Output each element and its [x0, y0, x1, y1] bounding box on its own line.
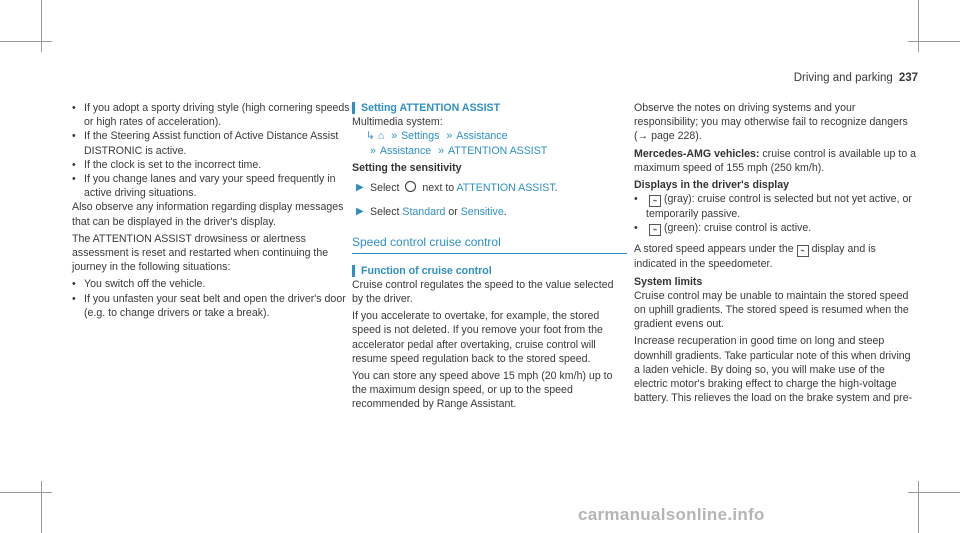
step-text: Select [370, 206, 400, 219]
crop-mark [41, 481, 42, 533]
subsection-heading: System limits [634, 275, 703, 288]
crop-mark [918, 481, 919, 533]
crop-mark [0, 492, 52, 493]
path-assistance: Assistance [379, 144, 432, 157]
crop-mark [918, 0, 919, 52]
step-arrow-icon: ▶ [356, 182, 364, 194]
list-text: (gray): cruise control is selected but not yet active, or temporarily passive. [646, 193, 912, 221]
double-chevron-icon: » [446, 130, 453, 143]
section-heading: Speed control cruise control [352, 235, 627, 253]
path-attention: ATTENTION ASSIST [448, 144, 548, 157]
running-header [794, 71, 918, 85]
subsection-heading: Displays in the driver's display [634, 179, 790, 192]
subsection-heading: Setting ATTENTION ASSIST [352, 101, 627, 115]
paragraph-text: display and is indicated in the speedometer. [634, 243, 876, 271]
crop-mark [908, 41, 960, 42]
double-chevron-icon: » [391, 130, 398, 143]
list-item: • You switch off the vehicle. [72, 277, 357, 291]
step-text: . [554, 182, 558, 195]
paragraph: Increase recuperation in good time on long and steep downhill gradients. Take particular note of this when driving a laden vehicle. By doing so, you will make use of the electric motor's braking effect to charge the high-voltage battery. This relieves the load on the brake system and pre- [634, 335, 913, 405]
path-assistance: Assistance [456, 130, 508, 143]
list-item [634, 192, 919, 221]
list-item: • If the clock is set to the incorrect time. [72, 158, 357, 172]
instruction-step [352, 181, 627, 195]
paragraph: Observe the notes on driving systems and your responsibility; you may otherwise fail to recognize dangers (→ page 228). [634, 102, 908, 143]
menu-item-attention: ATTENTION ASSIST [456, 182, 555, 195]
double-chevron-icon: » [370, 144, 376, 157]
section-title: Driving and parking [793, 72, 893, 84]
cruise-control-icon: ⌁ [649, 224, 661, 236]
watermark: carmanualsonline.info [578, 505, 765, 524]
paragraph: You can store any speed above 15 mph (20 km/h) up to the maximum design speed, or up to the speed recommended by Range Assistant. [352, 370, 613, 411]
paragraph [634, 242, 919, 271]
list-item: • If you unfasten your seat belt and open the driver's door (e.g. to change drivers or take a break). [72, 292, 357, 320]
column-left [72, 101, 357, 320]
paragraph: Cruise control may be unable to maintain the stored speed on uphill gradients. The stored speed is resumed when the gradient evens out. [634, 289, 909, 331]
double-chevron-icon: » [438, 144, 444, 157]
step-text: . [503, 206, 507, 219]
gear-icon [405, 181, 416, 192]
column-middle [352, 101, 627, 415]
path-arrow-icon: ↳ [366, 130, 375, 143]
paragraph: Cruise control regulates the speed to the value selected by the driver. [352, 278, 614, 306]
list-item: • If you change lanes and vary your speed frequently in active driving situations. [72, 172, 357, 200]
list-item: • If the Steering Assist function of Active Distance Assist DISTRONIC is active. [72, 129, 357, 157]
subsection-heading: Function of cruise control [352, 264, 627, 278]
page-number: 237 [898, 72, 918, 84]
amg-label: Mercedes-AMG vehicles: [634, 147, 760, 160]
list-item: • If you adopt a sporty driving style (high cornering speeds or high rates of acceleration). [72, 101, 357, 129]
crop-mark [908, 492, 960, 493]
paragraph: The ATTENTION ASSIST drowsiness or alertness assessment is reset and restarted when continuing the journey in the following situations: [72, 232, 329, 274]
home-icon: ⌂ [377, 130, 385, 143]
option-sensitive: Sensitive [460, 206, 504, 219]
paragraph-text: A stored speed appears under the [634, 243, 794, 256]
paragraph: Also observe any information regarding display messages that can be displayed in the driver's display. [72, 201, 344, 228]
step-text: Select [370, 182, 400, 195]
menu-path [356, 129, 627, 157]
paragraph [634, 147, 919, 175]
crop-mark [41, 0, 42, 52]
amg-text: cruise control is available up to a maximum speed of 155 mph (250 km/h). [634, 147, 917, 174]
list-item [634, 221, 919, 236]
column-right [634, 101, 919, 408]
option-standard: Standard [402, 206, 446, 219]
list-text: (green): cruise control is active. [664, 222, 812, 235]
path-settings: Settings [401, 130, 440, 143]
step-text: or [448, 206, 458, 219]
cruise-control-icon: ⌁ [649, 195, 661, 207]
instruction-step [352, 205, 627, 219]
step-text: next to [422, 182, 455, 195]
paragraph: Multimedia system: [352, 116, 443, 129]
cruise-control-icon: ⌁ [797, 245, 809, 257]
crop-mark [0, 41, 52, 42]
step-arrow-icon: ▶ [356, 206, 364, 218]
paragraph: If you accelerate to overtake, for example, the stored speed is not deleted. If you remove your foot from the accelerator pedal after overtaking, cruise control will resume speed regulation back to the stored speed. [352, 310, 603, 365]
subsection-heading: Setting the sensitivity [352, 161, 462, 174]
